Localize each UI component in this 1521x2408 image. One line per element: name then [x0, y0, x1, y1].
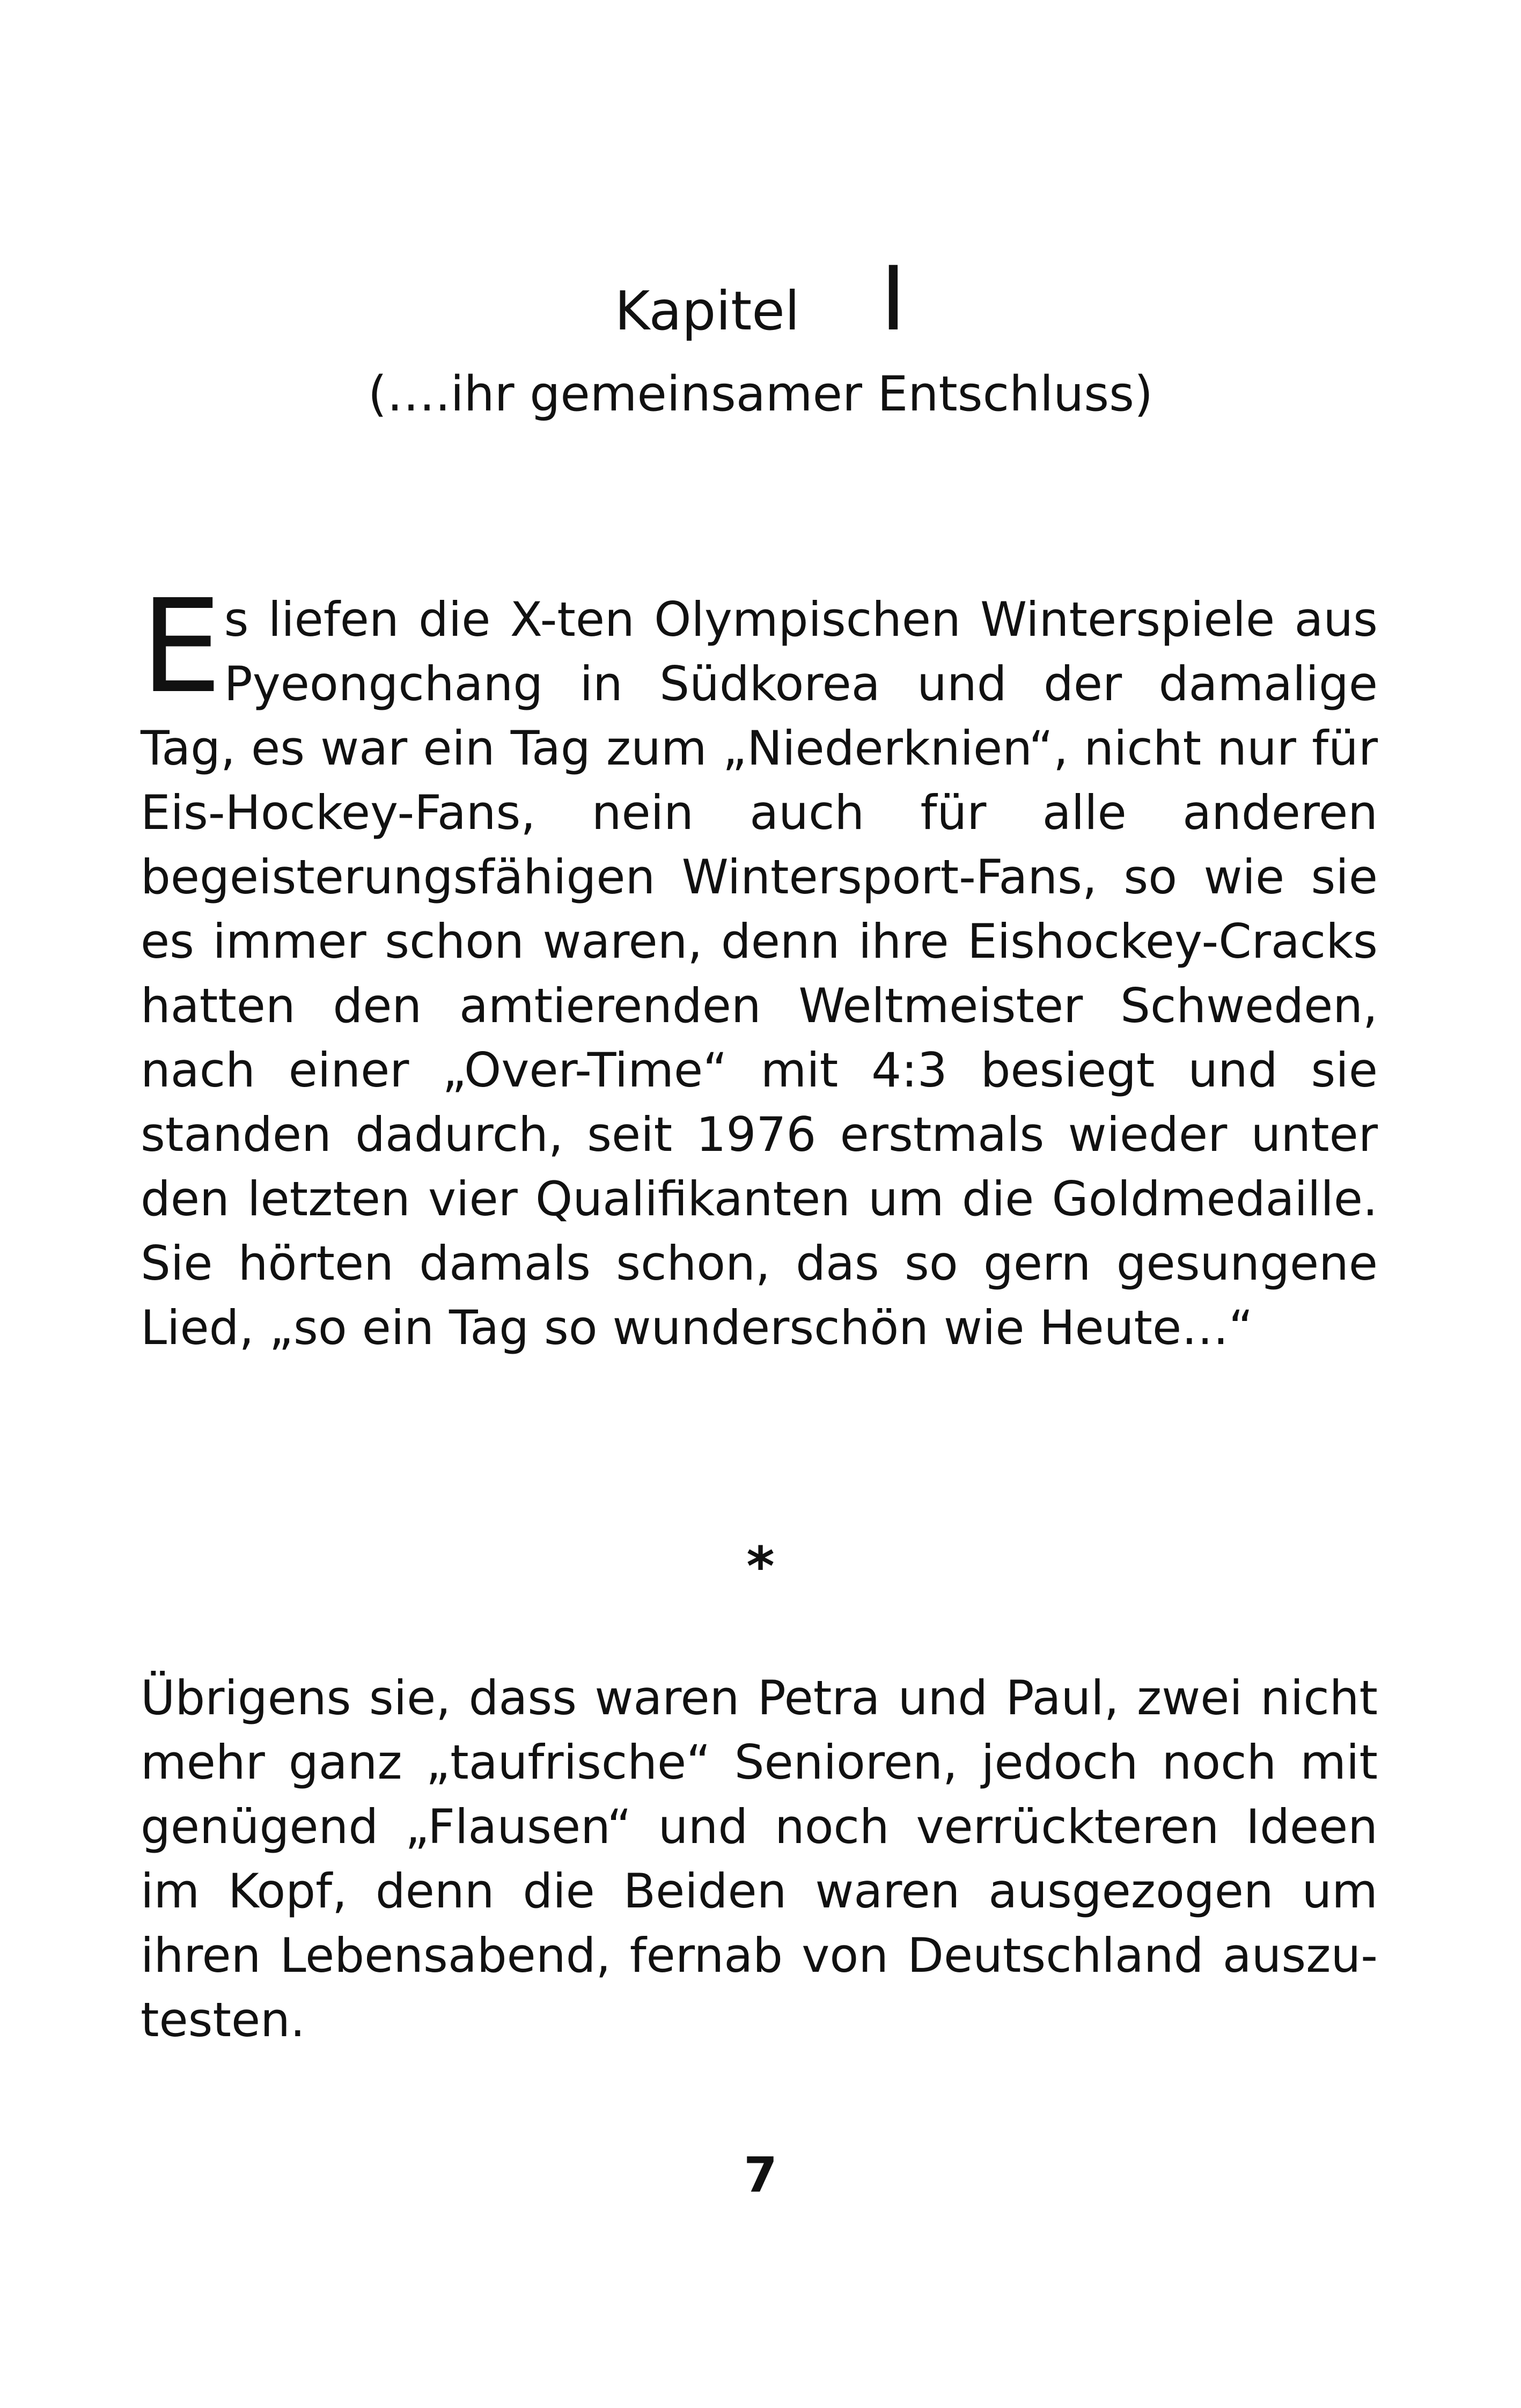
paragraph-2-text: Übrigens sie, dass waren Petra und Paul, zwei nicht mehr ganz „taufrische“ Senioren, jedoch noch mit genügend „Flausen“ und noch verrückteren Ideen im Kopf, denn die Beiden waren ausgezogen um ihren Lebensabend, fernab von Deutschland auszutesten.: [141, 1670, 1378, 2047]
page-number: 7: [744, 2147, 777, 2204]
chapter-subtitle: (….ihr gemeinsamer Entschluss): [368, 366, 1153, 422]
chapter-label: Kapitel: [614, 280, 800, 342]
paragraph-1: [141, 571, 1378, 1360]
chapter-heading: [0, 247, 1521, 350]
paragraph-2: [141, 1666, 1378, 2052]
paragraph-1-text: s liefen die X-ten Olympischen Winterspiele aus Pyeongchang in Südkorea und der damalige Tag, es war ein Tag zum „Niederknien“, nicht nur für Eis-Hockey-Fans, nein auch für alle anderen begeisterungsfähigen Wintersport-Fans, so wie sie es immer schon waren, denn ihre Eishockey-Cracks hatten den amtierenden Weltmeister Schweden, nach einer „Over-Time“ mit 4:3 besiegt und sie standen dadurch, seit 1976 erstmals wieder unter den letzten vier Qualifikanten um die Goldmedaille. Sie hörten damals schon, das so gern gesungene Lied, „so ein Tag so wunderschön wie Heute…“: [141, 592, 1378, 1355]
chapter-numeral: I: [880, 247, 907, 350]
section-separator: *: [746, 1535, 775, 1598]
drop-cap: E: [141, 571, 222, 722]
